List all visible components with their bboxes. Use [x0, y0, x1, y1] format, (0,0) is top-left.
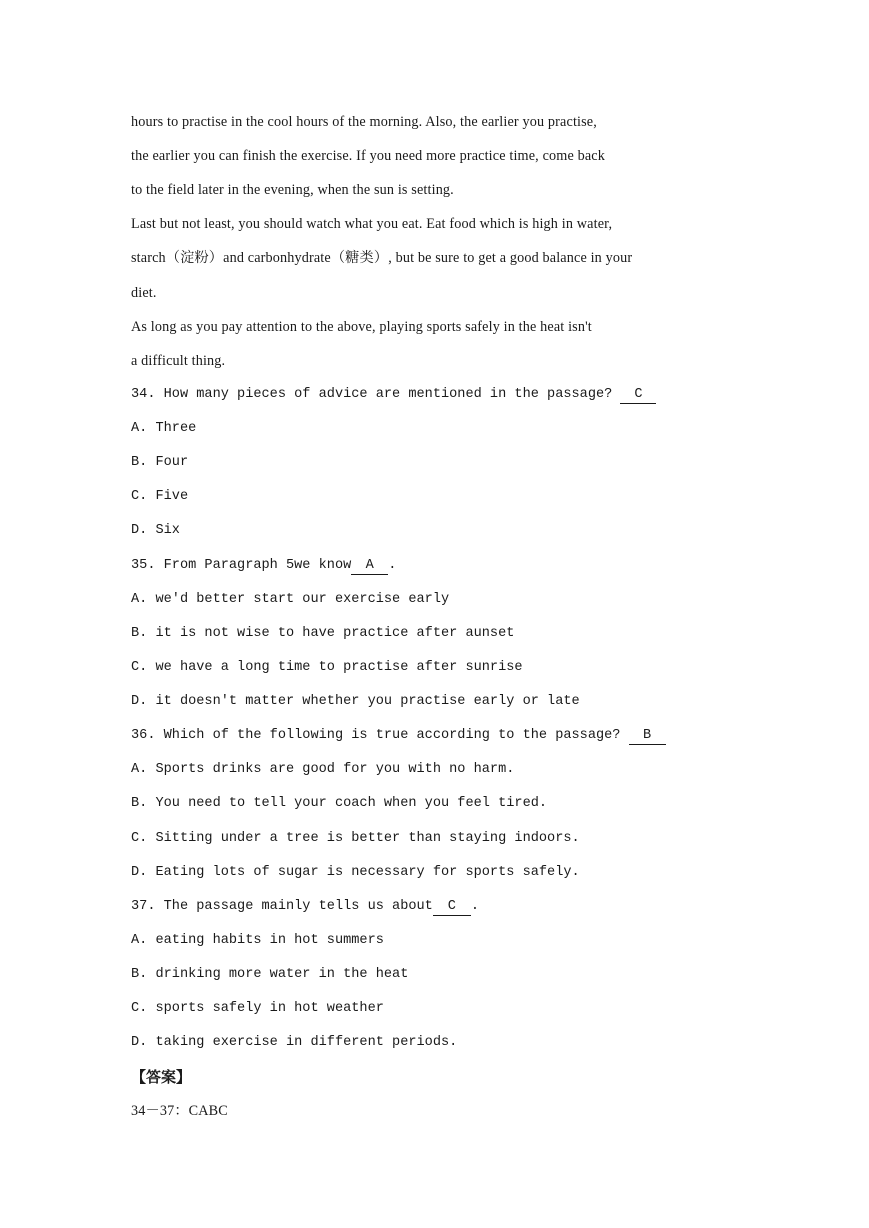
passage-line: starch（淀粉）and carbonhydrate（糖类）, but be sure to get a good balance in your [131, 250, 633, 266]
question-stem: 36. Which of the following is true according to the passage? [131, 728, 629, 743]
option: A. we'd better start our exercise early [131, 592, 450, 607]
passage-line: diet. [131, 285, 157, 301]
option: B. it is not wise to have practice after aunset [131, 626, 515, 641]
option: C. we have a long time to practise after sunrise [131, 660, 523, 675]
question-37 [131, 897, 479, 917]
option: B. You need to tell your coach when you feel tired. [131, 796, 548, 811]
passage-line: a difficult thing. [131, 353, 226, 369]
option: D. Six [131, 523, 180, 538]
question-stem: 37. The passage mainly tells us about [131, 899, 433, 914]
option: D. it doesn't matter whether you practise early or late [131, 694, 580, 709]
passage-line: hours to practise in the cool hours of the morning. Also, the earlier you practise, [131, 114, 597, 130]
question-stem-end: . [470, 899, 480, 914]
option: D. taking exercise in different periods. [131, 1035, 458, 1050]
answer-blank: A [351, 557, 388, 575]
question-34 [131, 385, 656, 405]
option: B. Four [131, 455, 189, 470]
question-stem: 34. How many pieces of advice are mentioned in the passage? [131, 387, 621, 402]
option: A. eating habits in hot summers [131, 933, 384, 948]
passage-line: As long as you pay attention to the above, playing sports safely in the heat isn't [131, 319, 592, 335]
question-stem: 35. From Paragraph 5we know [131, 558, 352, 573]
option: C. Sitting under a tree is better than staying indoors. [131, 831, 580, 846]
answer-blank: C [620, 386, 656, 404]
question-35 [131, 556, 396, 576]
answer-heading: 【答案】 [131, 1068, 192, 1086]
option: A. Three [131, 421, 197, 436]
question-36 [131, 726, 666, 746]
passage-line: to the field later in the evening, when the sun is setting. [131, 182, 454, 198]
passage-line: Last but not least, you should watch what you eat. Eat food which is high in water, [131, 216, 613, 232]
answer-blank: B [629, 727, 666, 745]
question-stem-end: . [388, 558, 397, 573]
option: D. Eating lots of sugar is necessary for sports safely. [131, 865, 580, 880]
passage-line: the earlier you can finish the exercise. If you need more practice time, come back [131, 148, 605, 164]
answer-blank: C [433, 898, 471, 916]
option: C. Five [131, 489, 189, 504]
option: A. Sports drinks are good for you with no harm. [131, 762, 515, 777]
option: B. drinking more water in the heat [131, 967, 409, 982]
option: C. sports safely in hot weather [131, 1001, 384, 1016]
answer-key: 34－37：CABC [131, 1103, 228, 1119]
